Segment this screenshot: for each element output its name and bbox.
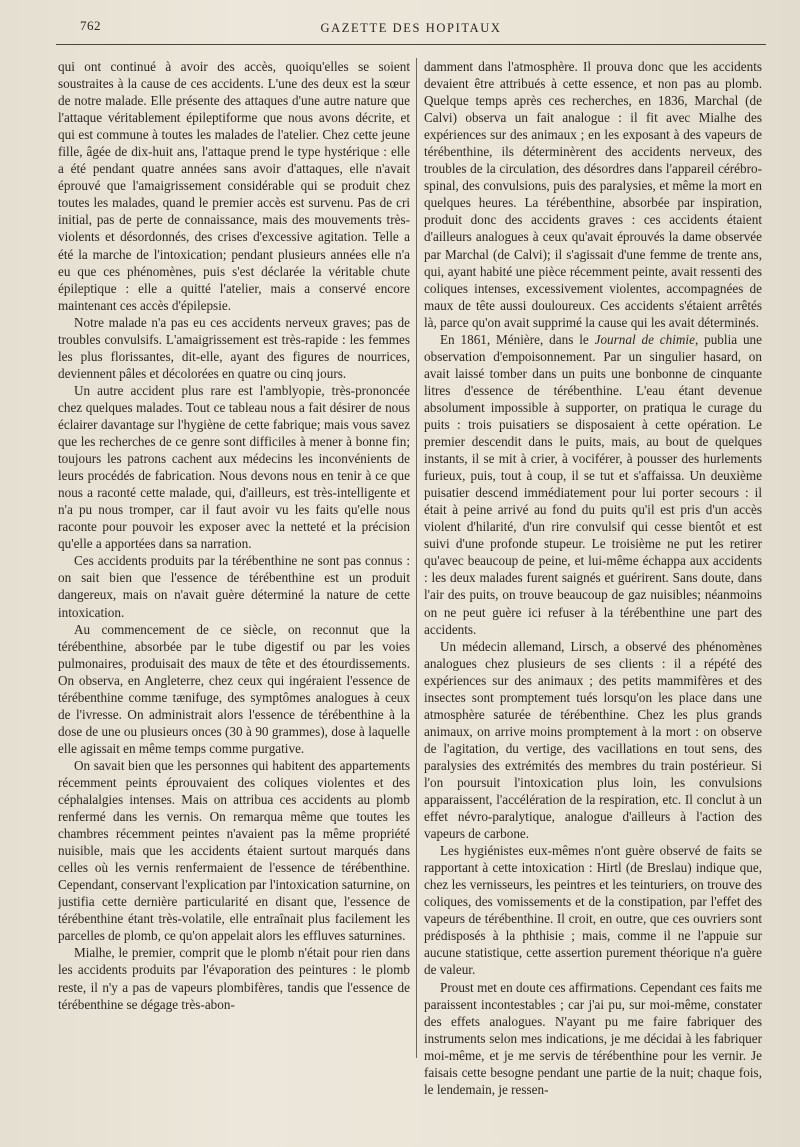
paragraph: Ces accidents produits par la térébenthine ne sont pas connus : on sait bien que l'essence de térébenthine est un produit dangereux, mais on n'avait guère déterminé la nature de cette intoxication. <box>58 553 410 620</box>
paragraph: qui ont continué à avoir des accès, quoiqu'elles se soient soustraites à la cause de ces accidents. L'une des deux est la sœur de notre malade. Elle présente des attaques d'une autre nature que l'attaque véritablement épileptiforme que nous avons décrite, et qui est commune à toutes les malades de l'atelier. Chez cette jeune fille, âgée de dix-huit ans, l'attaque prend le type hystérique : elle a été pendant quatre années sans avoir d'attaques, elle n'avait éprouvé que l'amaigrissement considérable qui se produit chez toutes les malades, quand le premier accès est survenu. Pas de cri initial, pas de perte de connaissance, mais des mouvements très-violents et désordonnés, des crises d'excessive agitation. Telle a été la marche de l'intoxication; pendant plusieurs années elle n'a eu que ces phénomènes, puis s'est déclarée la véritable chute épileptique : elle a quitté l'atelier, mais a conservé encore maintenant ces accès d'épilepsie. <box>58 59 410 313</box>
paragraph: Notre malade n'a pas eu ces accidents nerveux graves; pas de troubles convulsifs. L'amaigrissement est très-rapide : les femmes les plus florissantes, dit-elle, ayant des figures de nourrices, deviennent pâles et décolorées en quatre ou cinq jours. <box>58 314 410 381</box>
column-divider <box>416 58 417 1058</box>
paragraph: Mialhe, le premier, comprit que le plomb n'était pour rien dans les accidents produits par l'évaporation des peintures : le plomb reste, il n'y a pas de vapeurs plombifères, tandis que l'essence de térébenthine se dégage très-abon- <box>58 945 410 1012</box>
paragraph: damment dans l'atmosphère. Il prouva donc que les accidents devaient être attribués à cette essence, et non pas au plomb. Quelque temps après ces recherches, en 1836, Marchal (de Calvi) observa un fait analogue : il fit avec Mialhe des expériences sur des animaux ; en les exposant à des vapeurs de térébenthine, ils déterminèrent des accidents nerveux, des troubles de la circulation, des désordres dans l'appareil cérébro-spinal, des convulsions, puis des paralysies, et même la mort en quelques heures. La térébenthine, absorbée par inspiration, produit donc des accidents graves : ces accidents étaient d'ailleurs analogues à ceux qu'avait éprouvés la dame observée par Marchal (de Calvi); il s'agissait d'une femme de trente ans, qui, ayant habité une pièce récemment peinte, avait ressenti des coliques intenses, excessivement violentes, accompagnées de maux de tête aussi douloureux. Ces accidents s'étaient arrêtés là, parce qu'on avait supprimé la cause qui les avait déterminés. <box>424 59 762 330</box>
paragraph: Un médecin allemand, Lirsch, a observé des phénomènes analogues chez plusieurs de ses clients : il a répété des expériences sur des animaux ; des petits mammifères et des insectes sont promptement tués lorsqu'on les place dans une atmosphère saturée de térébenthine. Chez les plus grands animaux, on arrive moins promptement à la mort : on observe de l'agitation, du vertige, des vacillations en tout sens, des paralysies des extrémités des membres du train postérieur. Si l'on poursuit l'intoxication plus loin, les convulsions apparaissent, l'accélération de la respiration, etc. Il conclut à un effet névro-paralytique, analogue d'ailleurs à l'action des vapeurs de carbone. <box>424 638 762 842</box>
page-header <box>56 18 766 45</box>
journal-title: GAZETTE DES HOPITAUX <box>320 21 502 35</box>
paragraph: Les hygiénistes eux-mêmes n'ont guère observé de faits se rapportant à cette intoxication : Hirtl (de Breslau) indique que, chez les vernisseurs, les peintres et les teinturiers, on trouve des coliques, des vomissements et de la constipation, par l'effet des vapeurs de térébenthine. Il croit, en outre, que ces ouvriers sont prédisposés à la phthisie ; mais, comme il ne l'appuie sur aucune statistique, cette assertion purement théorique n'a guère de valeur. <box>424 843 762 978</box>
left-column <box>58 58 410 1133</box>
paragraph: Un autre accident plus rare est l'amblyopie, très-prononcée chez quelques malades. Tout ce tableau nous a fait désirer de nous éclairer davantage sur l'hygiène de cette fabrique; mais vous savez que les recherches de ce genre sont difficiles à mener à bonne fin; toujours les patrons cachent aux médecins les inconvénients de leurs procédés de fabrication. Nous devons nous en tenir à ce que nous a raconté cette malade, qui, d'ailleurs, est très-intelligente et n'a pu nous tromper, car il faut avoir vu les faits qu'elle nous raconte pour pouvoir les exposer avec la netteté et la précision qu'elle a apportées dans sa narration. <box>58 382 410 552</box>
paragraph: On savait bien que les personnes qui habitent des appartements récemment peints éprouvaient des coliques violentes et des céphalalgies intenses. Mais on attribua ces accidents au plomb renfermé dans les vernis. On remarqua même que toutes les chambres récemment peintes n'avaient pas la même propriété nuisible, mais que les accidents étaient surtout marqués dans celles où les vernis renfermaient de l'essence de térébenthine. Cependant, conservant l'explication par l'intoxication saturnine, on justifia cette dernière particularité en disant que, l'essence de térébenthine étant très-volatile, elle entraînait plus facilement les parcelles de plomb, ce qu'on appelait alors les effluves saturnines. <box>58 757 410 944</box>
paragraph: Proust met en doute ces affirmations. Cependant ces faits me paraissent incontestables ; car j'ai pu, sur moi-même, constater des effets analogues. N'ayant pu me faire fabriquer des instruments selon mes indications, je me décidai à les fabriquer moi-même, et je me servis de térébenthine pour les vernir. Je faisais cette besogne pendant une partie de la nuit; chaque fois, le lendemain, je ressen- <box>424 979 762 1097</box>
right-column <box>424 58 762 1133</box>
paragraph: Au commencement de ce siècle, on reconnut que la térébenthine, absorbée par le tube digestif ou par les voies pulmonaires, produisait des maux de tête et des étourdissements. On observa, en Angleterre, chez ceux qui ingéraient l'essence de térébenthine comme tænifuge, des symptômes analogues à ceux de l'ivresse. On administrait alors l'essence de térébenthine à la dose de une ou plusieurs onces (30 à 90 grammes), dose à laquelle elle agissait en même temps comme purgative. <box>58 621 410 756</box>
journal-reference: Journal de chimie <box>594 331 695 347</box>
page-number: 762 <box>80 18 101 33</box>
paragraph: En 1861, Ménière, dans le Journal de chimie, publia une observation d'empoisonnement. Par un singulier hasard, on avait laissé tomber dans un puits une bonbonne de cinquante litres d'essence de térébenthine. L'eau étant devenue absolument impossible à supporter, on pratiqua le curage du puits : trois puisatiers se disposaient à cette opération. Le premier descendit dans le puits, mais, au bout de quelques instants, il se mit à crier, à vociférer, à pousser des hurlements furieux, puis, tout à coup, il se tut et s'affaissa. Un deuxième puisatier descend immédiatement pour lui porter secours : il était à peine arrivé au fond du puits qu'il est pris d'un accès violent d'hilarité, d'un rire convulsif qui cesse bientôt et est suivi d'une profonde stupeur. Le troisième ne put les retirer qu'avec beaucoup de peine, et lui-même échappa aux accidents : les deux malades furent saignés et guérirent. Sans doute, dans l'air des puits, on trouve beaucoup de gaz nuisibles; néanmoins on ne peut guère ici refuser à la térébenthine une part des accidents. <box>424 331 762 637</box>
